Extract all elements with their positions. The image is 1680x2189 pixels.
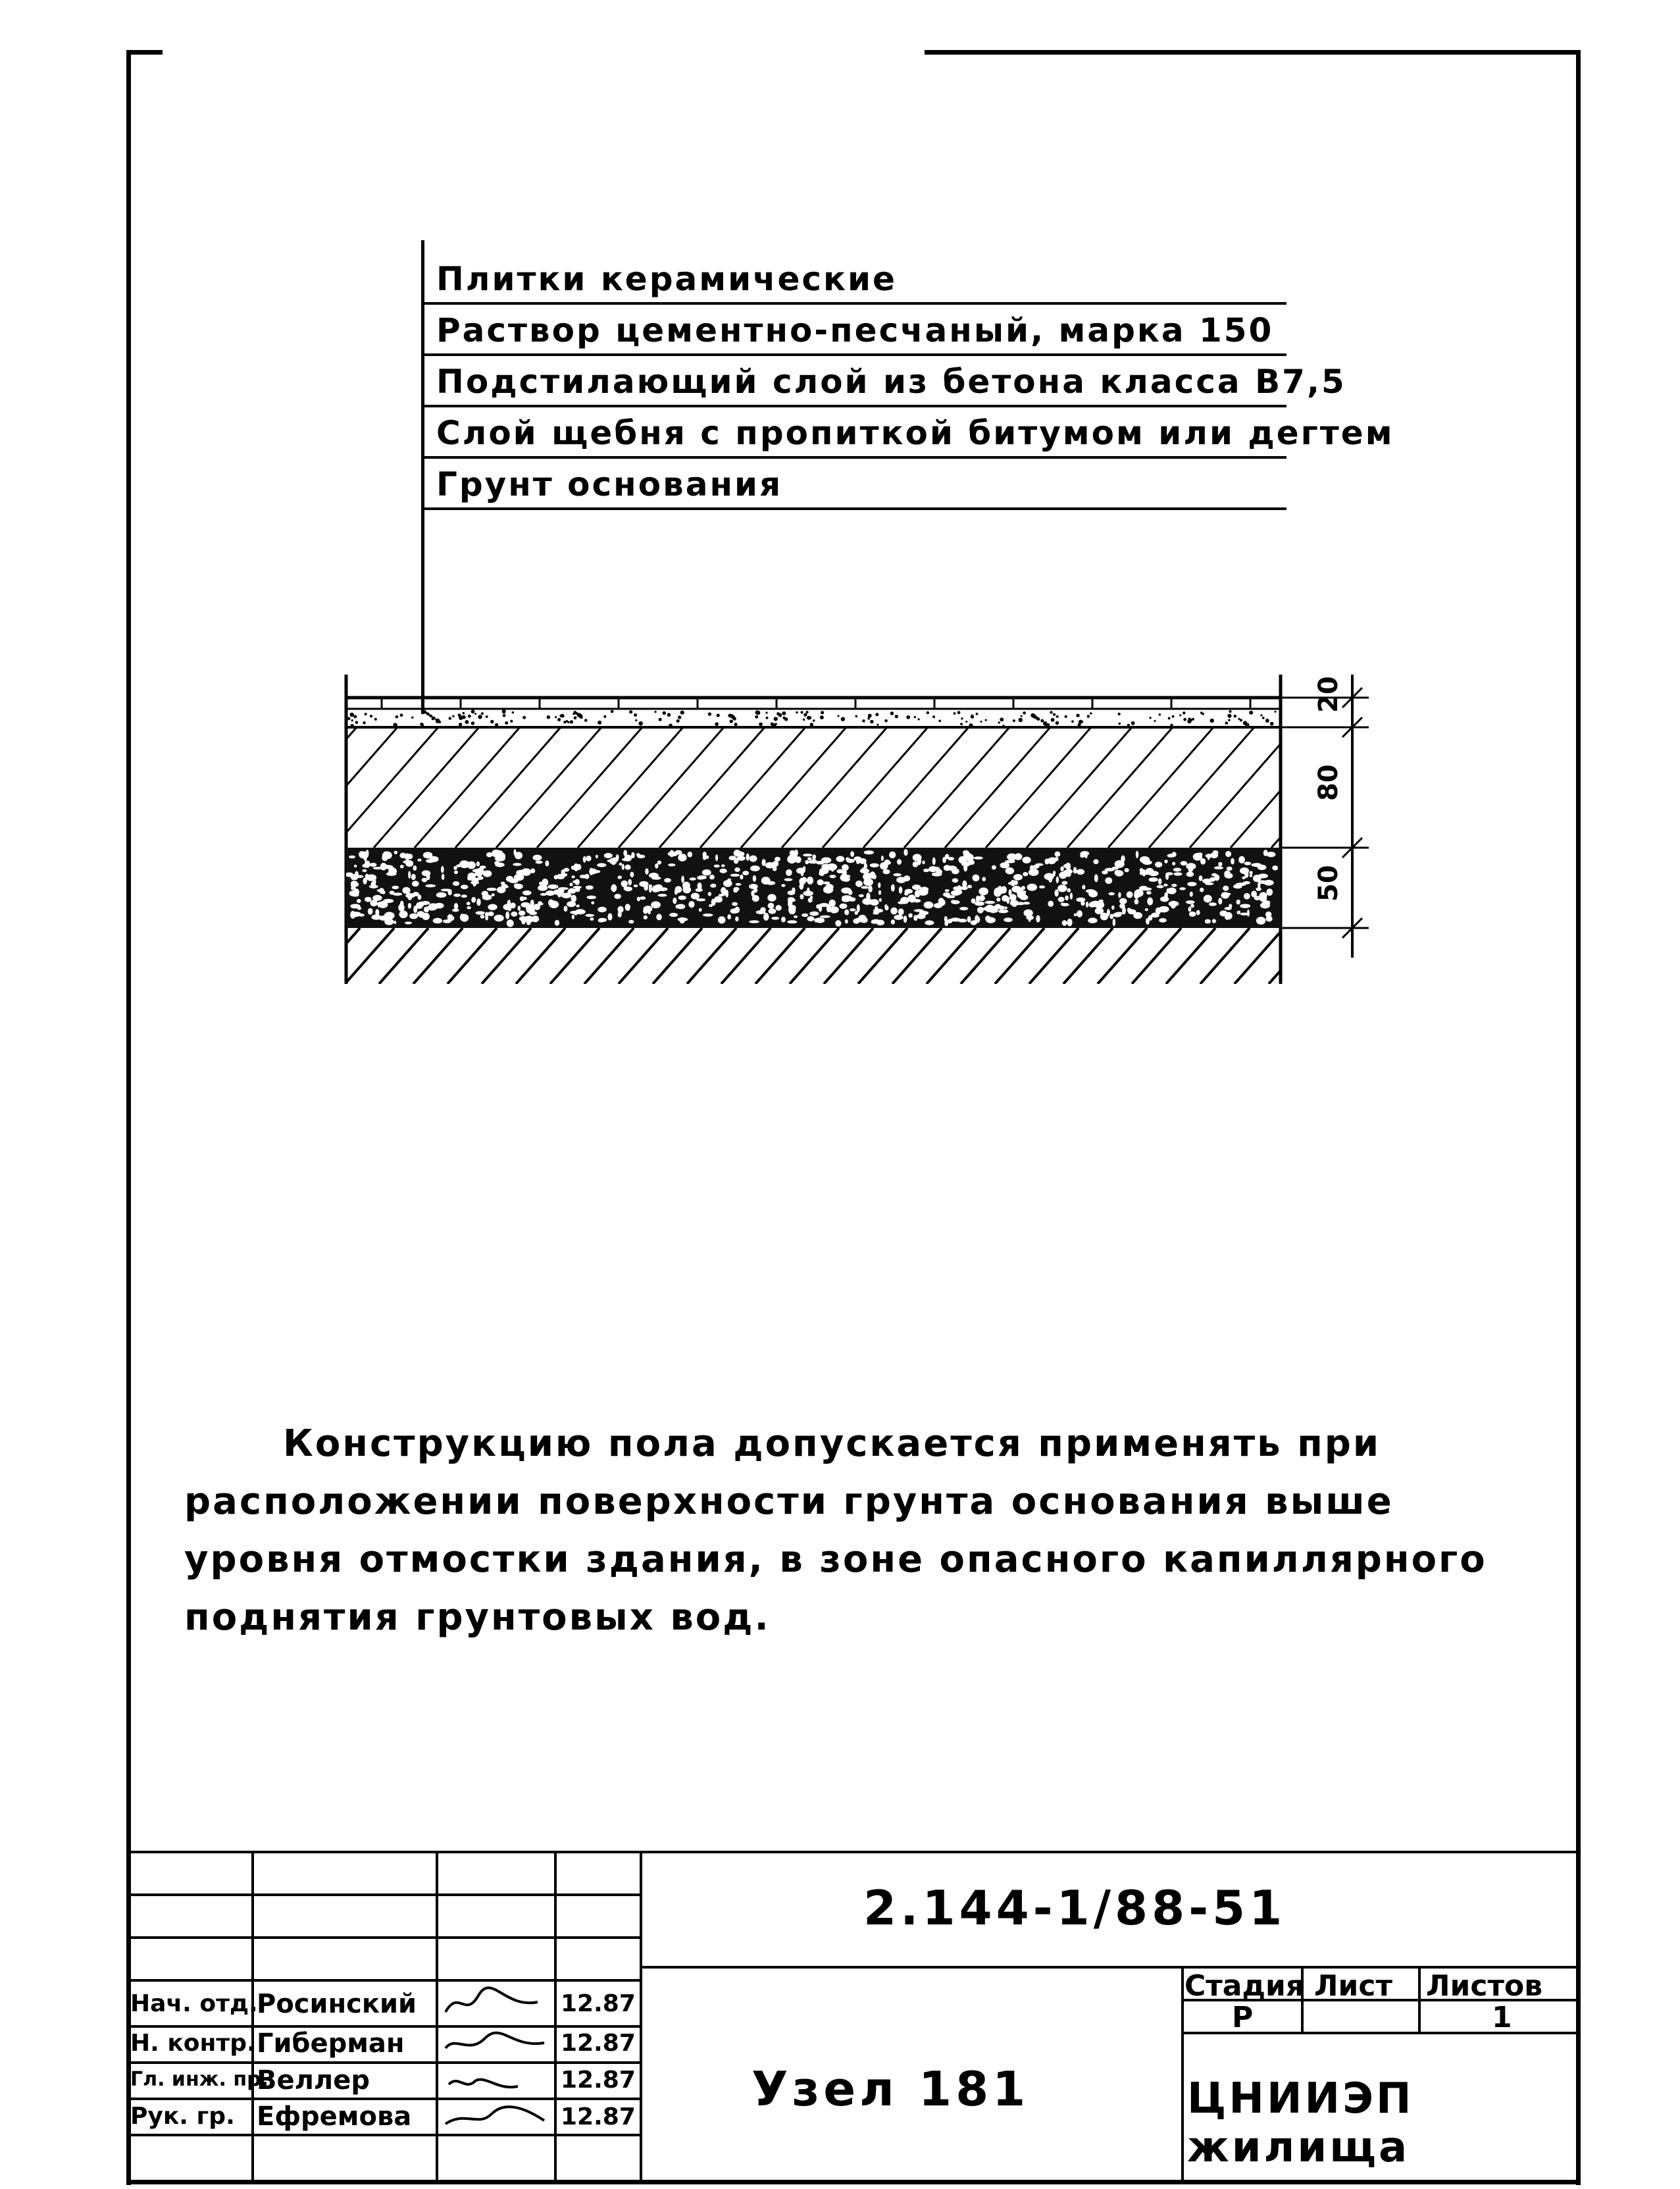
legend-label: Раствор цементно-песчаный, марка 150 [436,311,1274,349]
dimension-chain [1281,675,1369,958]
legend-row [424,407,1394,459]
signature-name: Росинский [257,1989,417,2019]
organization-name: ЦНИИЭП жилища [1187,2074,1414,2172]
signature-role: Н. контр. [130,2030,256,2057]
handwritten-signatures [439,1982,551,2180]
legend-row [424,459,1286,510]
legend-label: Подстилающий слой из бетона класса В7,5 [436,363,1346,401]
legend-row [424,253,1286,305]
legend-row [424,305,1286,356]
floor-section-drawing [342,675,1382,984]
legend-label: Слой щебня с пропиткой битумом или дегтем [436,414,1394,452]
sheet-header: Лист [1314,1969,1392,2003]
sheets-value: 1 [1492,2001,1512,2034]
legend-label: Грунт основания [436,465,783,503]
frame-top-border [925,50,1581,55]
signature-role: Нач. отд. [130,1990,258,2017]
signature-role: Рук. гр. [130,2103,235,2130]
note-text: Конструкцию пола допускается применять при расположении поверхности грунта основания выше уровня отмостки здания, в зоне опасного капиллярного поднятия грунтовых вод. [184,1422,1487,1639]
signature-name: Веллер [257,2065,370,2096]
title-block [126,1851,1581,2184]
construction-note [184,1415,1540,1647]
signature-name: Ефремова [257,2101,412,2132]
dimension-label: 50 [1313,865,1344,902]
stage-value: Р [1232,2001,1254,2034]
signature-name: Гиберман [257,2028,405,2059]
dimension-label: 20 [1313,676,1344,713]
gravel-layer [345,848,1281,928]
legend-label: Плитки керамические [436,260,897,298]
soil-layer [342,928,1382,984]
frame-top-border [126,50,163,55]
node-title: Узел 181 [751,2061,1030,2117]
dimension-label: 80 [1313,764,1344,801]
sheets-header: Листов [1426,1969,1543,2003]
mortar-layer [346,709,1281,727]
stage-header: Стадия [1184,1969,1305,2003]
signature-role: Гл. инж. пр. [130,2068,268,2091]
signature-date: 12.87 [561,2067,636,2094]
signature-date: 12.87 [561,1990,636,2017]
document-code: 2.144-1/88-51 [863,1880,1286,1936]
concrete-layer [342,727,1382,848]
legend-row [424,356,1346,407]
signature-date: 12.87 [561,2030,636,2057]
tile-layer [346,698,1281,709]
signature-date: 12.87 [561,2103,636,2130]
